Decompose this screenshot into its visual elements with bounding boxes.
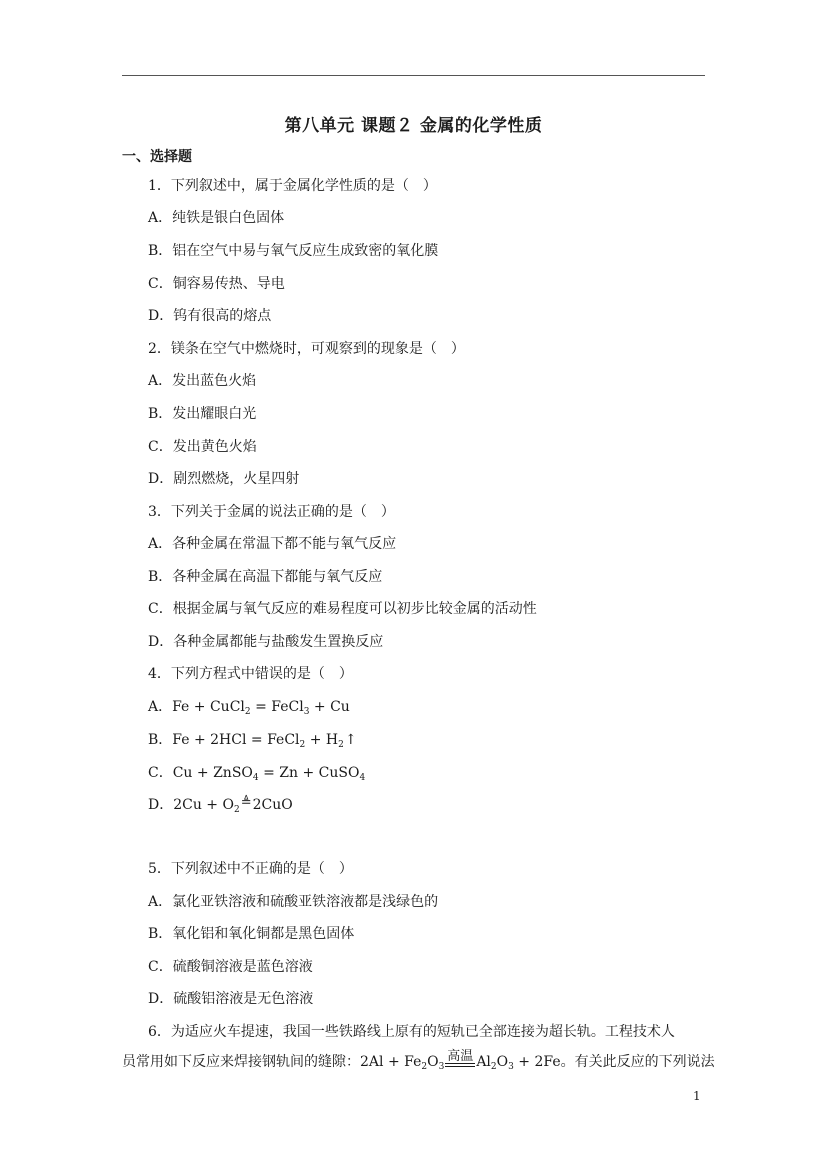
question-3-option-d: D．各种金属都能与盐酸发生置换反应 [148, 634, 384, 650]
page-number: 1 [693, 1089, 701, 1103]
question-1-option-c: C．铜容易传热、导电 [148, 276, 285, 292]
reaction-condition: 高温 [445, 1050, 475, 1071]
question-6-line-1: 6．为适应火车提速，我国一些铁路线上原有的短轨已全部连接为超长轨。工程技术人 [148, 1024, 675, 1040]
header-rule [122, 75, 705, 76]
question-1-stem: 1．下列叙述中，属于金属化学性质的是（ ） [148, 178, 437, 194]
question-5-stem: 5．下列叙述中不正确的是（ ） [148, 861, 353, 877]
question-3-option-c: C．根据金属与氧气反应的难易程度可以初步比较金属的活动性 [148, 601, 537, 617]
question-3-option-b: B．各种金属在高温下都能与氧气反应 [148, 569, 383, 585]
question-6-line-2: 员常用如下反应来焊接钢轨间的缝隙：$2Al + Fe_2O_3$ 高温 $Al_2O_3 + 2Fe$。有关此反应的下列说法 [122, 1049, 715, 1072]
question-2-option-a: A．发出蓝色火焰 [148, 373, 257, 389]
question-1-option-d: D．钨有很高的熔点 [148, 308, 272, 324]
question-3-option-a: A．各种金属在常温下都不能与氧气反应 [148, 536, 397, 552]
question-5-option-a: A．氯化亚铁溶液和硫酸亚铁溶液都是浅绿色的 [148, 894, 439, 910]
question-2-option-d: D．剧烈燃烧，火星四射 [148, 471, 300, 487]
question-4-option-d: D．$2Cu + O_2≜2CuO$ [148, 795, 293, 815]
question-4-option-b: B．Fe + 2HCl = FeCl$_2$ + $H_2↑$ [148, 732, 357, 750]
question-1-option-a: A．纯铁是银白色固体 [148, 210, 285, 226]
heating-delta-icon: ≜ [240, 795, 252, 810]
question-1-option-b: B．铝在空气中易与氧气反应生成致密的氧化膜 [148, 243, 439, 259]
question-2-stem: 2．镁条在空气中燃烧时，可观察到的现象是（ ） [148, 341, 465, 357]
question-4-stem: 4．下列方程式中错误的是（ ） [148, 666, 353, 682]
question-4-option-a: A．Fe + CuCl$_2$ = FeCl$_3$ + Cu [148, 699, 350, 717]
question-4-option-c: C．Cu + ZnSO$_4$ = Zn + CuSO$_4$ [148, 765, 366, 783]
question-2-option-b: B．发出耀眼白光 [148, 406, 257, 422]
section-heading: 一、选择题 [122, 149, 192, 165]
page-title: 第八单元 课题２ 金属的化学性质 [284, 116, 543, 136]
question-5-option-b: B．氧化铝和氧化铜都是黑色固体 [148, 926, 355, 942]
question-2-option-c: C．发出黄色火焰 [148, 439, 257, 455]
gas-arrow-icon: ↑ [344, 732, 357, 748]
question-5-option-d: D．硫酸铝溶液是无色溶液 [148, 991, 314, 1007]
question-5-option-c: C．硫酸铜溶液是蓝色溶液 [148, 959, 313, 975]
question-3-stem: 3．下列关于金属的说法正确的是（ ） [148, 504, 395, 520]
